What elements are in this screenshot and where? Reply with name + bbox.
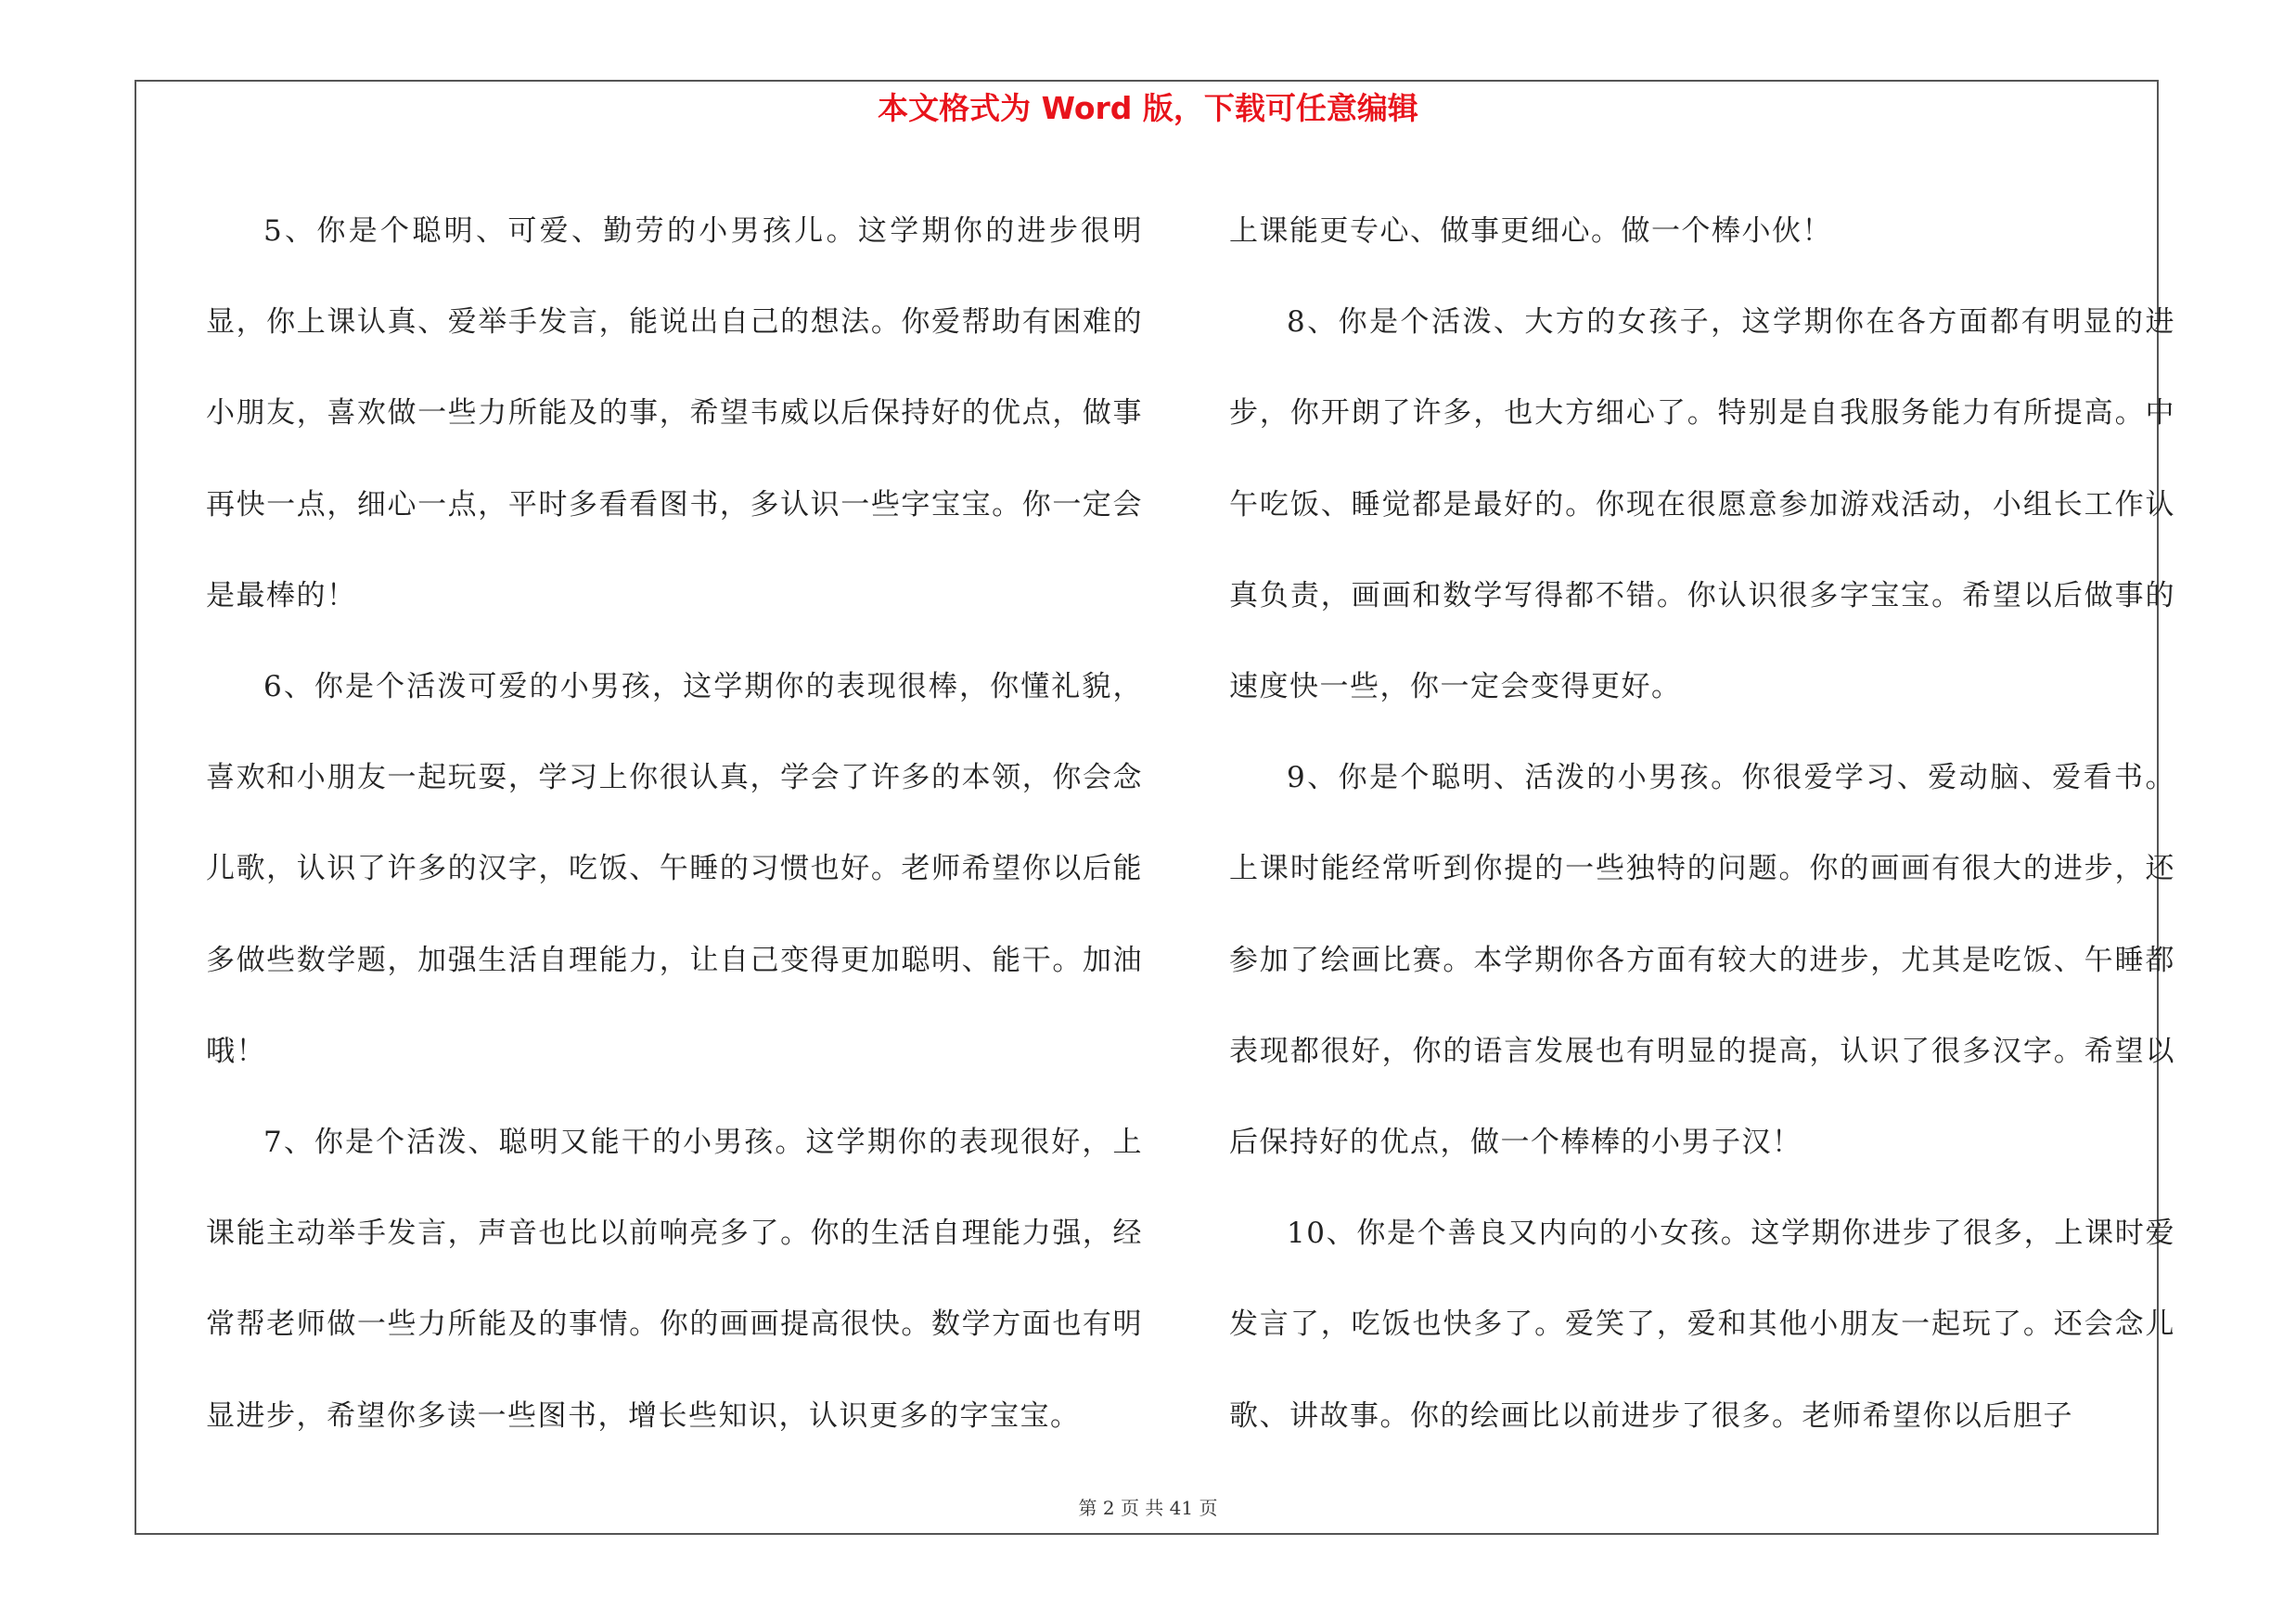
paragraph: 上课能更专心、做事更细心。做一个棒小伙！ <box>1229 214 1832 248</box>
right-column <box>1229 186 2175 1462</box>
format-banner: 本文格式为 Word 版，下载可任意编辑 <box>878 90 1418 126</box>
left-column <box>206 186 1143 1462</box>
paragraph: 8、你是个活泼、大方的女孩子，这学期你在各方面都有明显的进步，你开朗了许多，也大方细心了。特别是自我服务能力有所提高。中午吃饭、睡觉都是最好的。你现在很愿意参加游戏活动，小组长工作认真负责，画画和数学写得都不错。你认识很多字宝宝。希望以后做事的速度快一些，你一定会变得更好。 <box>1229 305 2175 704</box>
paragraph: 10、你是个善良又内向的小女孩。这学期你进步了很多，上课时爱发言了，吃饭也快多了。爱笑了，爱和其他小朋友一起玩了。还会念儿歌、讲故事。你的绘画比以前进步了很多。老师希望你以后胆子 <box>1229 1217 2175 1433</box>
paragraph: 5、你是个聪明、可爱、勤劳的小男孩儿。这学期你的进步很明显，你上课认真、爱举手发言，能说出自己的想法。你爱帮助有困难的小朋友，喜欢做一些力所能及的事，希望韦威以后保持好的优点，做事再快一点，细心一点，平时多看看图书，多认识一些字宝宝。你一定会是最棒的！ <box>206 214 1143 612</box>
page-number: 第 2 页 共 41 页 <box>1078 1497 1218 1519</box>
paragraph: 7、你是个活泼、聪明又能干的小男孩。这学期你的表现很好，上课能主动举手发言，声音也比以前响亮多了。你的生活自理能力强，经常帮老师做一些力所能及的事情。你的画画提高很快。数学方面也有明显进步，希望你多读一些图书，增长些知识，认识更多的字宝宝。 <box>206 1126 1143 1433</box>
paragraph: 6、你是个活泼可爱的小男孩，这学期你的表现很棒，你懂礼貌，喜欢和小朋友一起玩耍，学习上你很认真，学会了许多的本领，你会念儿歌，认识了许多的汉字，吃饭、午睡的习惯也好。老师希望你以后能多做些数学题，加强生活自理能力，让自己变得更加聪明、能干。加油哦！ <box>206 670 1143 1068</box>
paragraph: 9、你是个聪明、活泼的小男孩。你很爱学习、爱动脑、爱看书。上课时能经常听到你提的一些独特的问题。你的画画有很大的进步，还参加了绘画比赛。本学期你各方面有较大的进步，尤其是吃饭、午睡都表现都很好，你的语言发展也有明显的提高，认识了很多汉字。希望以后保持好的优点，做一个棒棒的小男子汉！ <box>1229 761 2175 1160</box>
